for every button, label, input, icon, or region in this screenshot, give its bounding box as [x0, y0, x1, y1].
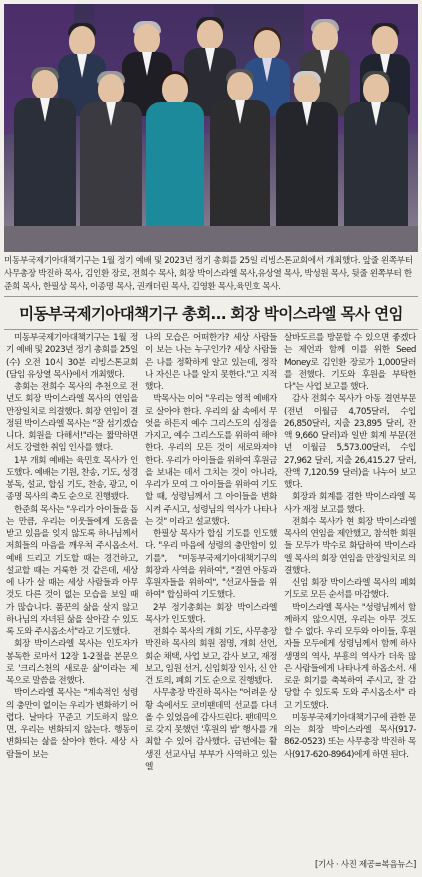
paragraph: 미동부국제기아대책기구는 1월 정기 예배 및 2023년 정기 총회를 25일(수) 오전 10시 30분 리빙스톤교회(담임 유상열 목사)에서 개최했다. — [6, 333, 138, 380]
paragraph: 2부 정기총회는 회장 박이스라엘 목사가 인도했다. — [145, 602, 277, 625]
paragraph: 전희수 목사의 개회 기도, 사무총장 박진하 목사의 회원 점명, 개회 선언, 회순 채택, 사업 보고, 감사 보고, 재정 보고, 임원 선거, 신임회장 인사, 신 안건 토의, 폐회 기도 순으로 진행됐다. — [145, 627, 277, 686]
article-body — [6, 332, 416, 872]
floor — [4, 226, 418, 252]
paragraph: 사무총장 박진하 목사는 "어려운 상황 속에서도 코비팬데믹 선교를 다녀올 수 있었음에 감사드린다. 팬데믹으로 갖지 못했던 '후원의 밤' 행사를 개최할 수 있어 감사했다. 금년에는 활생진 선교사님 부부가 사역하고 있는 엘 — [145, 688, 277, 772]
person-front-row — [146, 74, 204, 230]
paragraph: 박이스라엘 목사는 "계속적인 성령의 충만이 없이는 우리가 변화하기 어렵다. 날마다 꾸준고 기도하지 않으면, 우리는 변화되지 않는다. 행동이 변화되는 삶을 살아야 한다. 세상 사람들이 보는 — [6, 688, 138, 760]
photo-caption: 미동부국제기아대책기구는 1월 정기 예배 및 2023년 정기 총회를 25일 리빙스톤교회에서 개최했다. 앞줄 왼쪽부터 사무총장 박진하 목사, 김인환 장로, 전희수 목사, 회장 박이스라엘 목사,유상열 목사, 박성원 목사, 뒷줄 왼쪽부터 한준희 목사, 한필상 목사, 이종명 목사, 권캐더린 목사, 김영환 목사,육민호 목사. — [4, 256, 413, 292]
paragraph: 감사 전희수 목사가 아동 결연부문(전년 이월금 4,705달러, 수입 26,850달러, 지출 23,895 달러, 잔액 9,660 달러)과 일반 회계 부문(전년 이월금 5,573.00달러, 수입 27,962 달러, 지출 26,415.27 달러, 잔액 7,120.59 달러)을 나누어 보고 했다. — [284, 394, 416, 490]
paragraph: 신임 회장 박이스라엘 목사의 폐회 기도로 모든 순서를 마감했다. — [284, 578, 416, 601]
paragraph: 박목사는 이어 "우리는 영적 예배자로 살아야 한다. 우리의 삶 속에서 무엇을 하든지 예수 그리스도의 심정을 가지고, 예수 그리스도를 위하여 해야 한다. 우리의 모든 것이 새로와져야 한다. 우리가 아이들을 위하여 후원금을 보내는 데서 그치는 것이 아니라, 우리가 모여 그 아이들을 위하여 기도할 때, 성령님께서 그 아이들을 변화시켜 주시고, 성령님의 역사가 나타나는 것" 이라고 설교했다. — [145, 394, 277, 527]
person-front-row — [276, 74, 338, 230]
paragraph: 한필상 목사가 합심 기도를 인도했다. "우리 마음에 성령의 충만함이 있기를", "미동부국제기아대책기구의 회장과 사역을 위하여", "결연 아동과 후원자들을 위하여", "선교사들을 위하여" 합심하여 기도했다. — [145, 529, 277, 601]
photo-credit: [기사 · 사진 제공=복음뉴스] — [314, 860, 416, 870]
person-front-row — [80, 74, 142, 230]
paragraph: 미동부국제기아대책기구에 관한 문의는 회장 박이스라엘 목사(917-862-0523) 또는 사무총장 박진하 목사(917-620-8964)에게 하면 된다. — [284, 712, 416, 760]
paragraph: 회장과 회계를 겸한 박이스라엘 목사가 재정 보고를 했다. — [284, 492, 416, 515]
person-front-row — [14, 70, 76, 230]
paragraph: 1부 개회 예배는 육민호 목사가 인도했다. 예배는 기원, 찬송, 기도, 성경 봉독, 설교, 합심 기도, 찬송, 광고, 이종명 목사의 축도 순으로 진행됐다. — [6, 455, 138, 503]
paragraph: 회장 박이스라엘 목사는 인도자가 봉독한 로마서 12장 1-2절을 본문으로 '크리스천의 새로운 삶'이라는 제목으로 말씀을 전했다. — [6, 639, 138, 686]
article-column-2 — [145, 332, 277, 872]
article-headline: 미동부국제기아대책기구 총회… 회장 박이스라엘 목사 연임 — [4, 296, 418, 330]
article-column-1 — [6, 332, 138, 872]
article-column-3 — [284, 332, 416, 872]
paragraph: 나의 모습은 어떠한가? 세상 사람들이 보는 나는 누구인가? 세상 사람들은 나를 정확하게 알고 있는데, 정작 나 자신은 나를 알지 못한다."고 지적했다. — [145, 333, 277, 392]
paragraph: 한준희 목사는 "우리가 아이들을 돕는 만큼, 우리는 이웃들에게 도움을 받고 있음을 잊지 않도록 하나님께서 저희들의 마음을 깨우쳐 주시옵소서. 예배 드리고 기도할 때는 경건하고, 설교할 때는 거룩한 것 같은데, 세상에 나가 살 때는 세상 사람들과 아무 것도 다른 것이 없는 모습을 보일 때가 많습니다. 품꾼의 삶을 살지 않고 하나님의 자녀된 삶을 살아갈 수 있도록 도와 주시옵소서"라고 기도했다. — [6, 504, 138, 637]
person-front-row — [344, 74, 408, 230]
paragraph: 총회는 전희수 목사의 추천으로 전년도 회장 박이스라엘 목사의 연임을 만장일치로 의결했다. 회장 연임이 결정된 박이스라엘 목사는 "잘 섬기겠습니다. 회원을 다해서!"라는 짧막하면서도 강렬한 취임 인사를 했다. — [6, 382, 138, 454]
paragraph: 살바도르를 방문할 수 있으면 좋겠다는 제언과 함께 이를 위한 Seed Money로 김인환 장로가 1,000달러를 전했다. 기도와 후원을 부탁한다"는 사업 보고를 했다. — [284, 333, 416, 392]
person-front-row — [210, 72, 270, 230]
group-photo — [4, 4, 418, 252]
paragraph: 전희수 목사가 현 회장 박이스라엘 목사의 연임을 제안했고, 참석한 회원들 모두가 박수로 화답하여 박이스라엘 목사의 회장 연임을 만장일치로 의결했다. — [284, 516, 416, 576]
paragraph: 박이스라엘 목사는 "성령님께서 함께하지 않으시면, 우리는 아무 것도 할 수 없다. 우리 모두와 아이들, 후원자들 모두에게 성령님께서 함께 하사 생명의 역사, 부흥의 역사가 더욱 많은 사람들에게 나타나게 하옵소서. 새로운 회기를 축복하여 주시고, 잘 감당할 수 있도록 도와 주시옵소서" 라고 기도했다. — [284, 602, 416, 711]
